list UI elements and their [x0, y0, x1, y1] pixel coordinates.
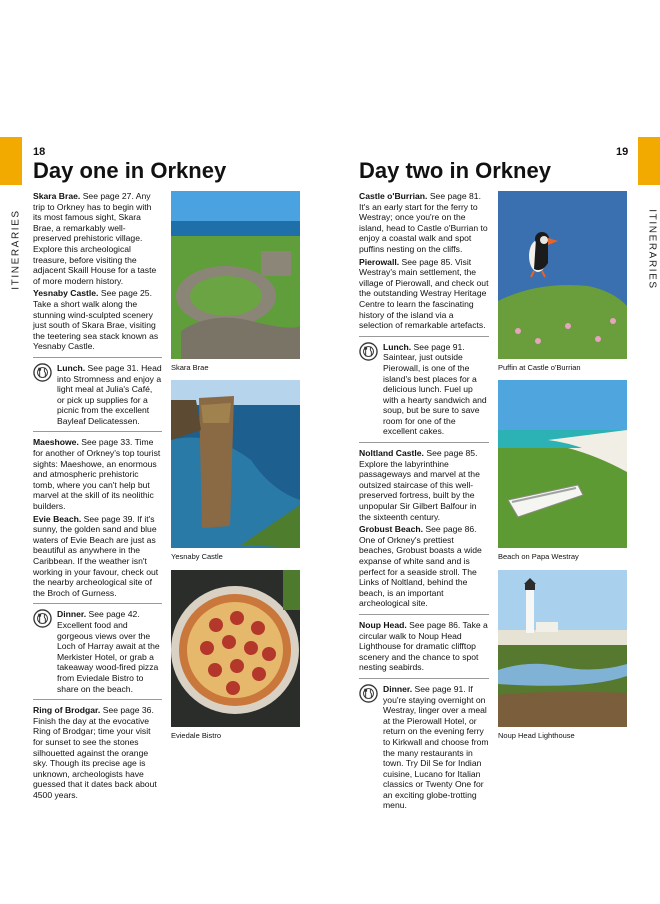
yesnaby-castle-photo [171, 380, 300, 548]
maeshowe-entry: Maeshowe. See page 33. Time for another of Orkney's top tourist sights: Maeshowe, an enormous and atmospheric prehistoric tomb, where you can't help but marvel at the skill of its neolithic builders. [33, 437, 161, 512]
noltland-castle-entry: Noltland Castle. See page 85. Explore the labyrinthine passageways and marvel at the outsized staircase of this well-preserved fortress, built by the unpopular Sir Gilbert Balfour in the sixteenth century. [359, 448, 480, 522]
puffin-caption: Puffin at Castle o'Burrian [498, 363, 581, 372]
noup-head-caption: Noup Head Lighthouse [498, 731, 575, 740]
right-side-label: ITINERARIES [646, 209, 658, 290]
left-side-label: ITINERARIES [10, 209, 22, 290]
skara-brae-caption: Skara Brae [171, 363, 209, 372]
castle-o-burrian-entry: Castle o'Burrian. See page 81. It's an early start for the ferry to Westray; once you're on the island, head to Castle o'Burrian to enjoy a coastal walk and spot puffins nesting on the cliffs. [359, 191, 488, 254]
dinner-entry: Dinner. See page 91. If you're staying overnight on Westray, linger over a meal at the Pierowall Hotel, or return on the evening ferry to Kirkwall and choose from the many restaurants in town. Try Dil Se for Indian cuisine, Lucano for Italian classics or Twenty One for an exciting globe-trotting menu. [359, 684, 489, 811]
papa-westray-caption: Beach on Papa Westray [498, 552, 579, 561]
divider [33, 699, 162, 700]
fork-knife-plate-icon [359, 342, 378, 361]
divider [359, 336, 489, 337]
puffin-photo [498, 191, 627, 359]
evie-beach-entry: Evie Beach. See page 39. If it's sunny, the golden sand and blue waters of Evie Beach are just as beautiful as anywhere in the Caribbean. If the weather isn't working in your favour, check out the nearby archeological site of the Broch of Gurness. [33, 513, 159, 598]
divider [359, 614, 489, 615]
fork-knife-plate-icon [33, 609, 52, 628]
papa-westray-beach-photo [498, 380, 627, 548]
noup-head-lighthouse-photo [498, 570, 627, 727]
left-section-tab [0, 137, 22, 185]
divider [33, 357, 162, 358]
right-page-title: Day two in Orkney [359, 158, 551, 183]
fork-knife-plate-icon [33, 363, 52, 382]
left-page-number: 18 [33, 146, 46, 158]
yesnaby-castle-entry: Yesnaby Castle. See page 25. Take a short walk along the stunning wind-sculpted scenery just south of Skara Brae, visiting the teetering sea stack known as Yesnaby Castle. [33, 288, 159, 352]
divider [33, 431, 162, 432]
divider [33, 603, 162, 604]
skara-brae-entry: Skara Brae. See page 27. Any trip to Orkney has to begin with its most famous sight, Skara Brae, a remarkably well-preserved prehistoric village. Explore this archeological treasure, before visiting the adjacent Skaill House for a taste of more modern history. [33, 191, 157, 286]
eviedale-bistro-photo [171, 570, 300, 727]
divider [359, 678, 489, 679]
pierowall-entry: Pierowall. See page 85. Visit Westray's main settlement, the village of Pierowall, and check out the outstanding Westray Heritage Centre to learn the fascinating history of the island via a selection of remarkable artefacts. [359, 256, 489, 331]
left-text-column [33, 191, 162, 802]
left-page-title: Day one in Orkney [33, 158, 227, 183]
dinner-entry: Dinner. See page 42. Excellent food and gorgeous views over the Loch of Harray await at the Merkister Hotel, or grab a takeaway wood-fired pizza from Eviedale Bistro to share on the beach. [33, 609, 162, 694]
right-page-number: 19 [616, 146, 629, 158]
eviedale-bistro-caption: Eviedale Bistro [171, 731, 222, 740]
skara-brae-photo [171, 191, 300, 359]
lunch-entry: Lunch. See page 91. Saintear, just outside Pierowall, is one of the island's best places for a delicious lunch. Fuel up with a hearty sandwich and soup, but be sure to save room for one of the excellent cakes. [359, 342, 489, 437]
noup-head-entry: Noup Head. See page 86. Take a circular walk to Noup Head Lighthouse for dramatic clifftop scenery and the chance to spot nesting seabirds. [359, 619, 488, 673]
ring-of-brodgar-entry: Ring of Brodgar. See page 36. Finish the day at the evocative Ring of Brodgar; time your visit for sunset to see the stones silhouetted against the orange sky. Though its precise age is unknown, archeologists have guessed that it dates back about 4500 years. [33, 705, 157, 800]
yesnaby-castle-caption: Yesnaby Castle [171, 552, 223, 561]
divider [359, 442, 489, 443]
right-section-tab [638, 137, 660, 185]
right-text-column [359, 191, 489, 813]
lunch-entry: Lunch. See page 31. Head into Stromness and enjoy a light meal at Julia's Café, or pick up supplies for a picnic from the excellent Bayleaf Delicatessen. [33, 363, 162, 427]
grobust-beach-entry: Grobust Beach. See page 86. One of Orkney's prettiest beaches, Grobust boasts a wide expanse of white sand and is perfect for a seaside stroll. The Links of Noltland, behind the beach, is an important archeological site. [359, 524, 482, 609]
fork-knife-plate-icon [359, 684, 378, 703]
